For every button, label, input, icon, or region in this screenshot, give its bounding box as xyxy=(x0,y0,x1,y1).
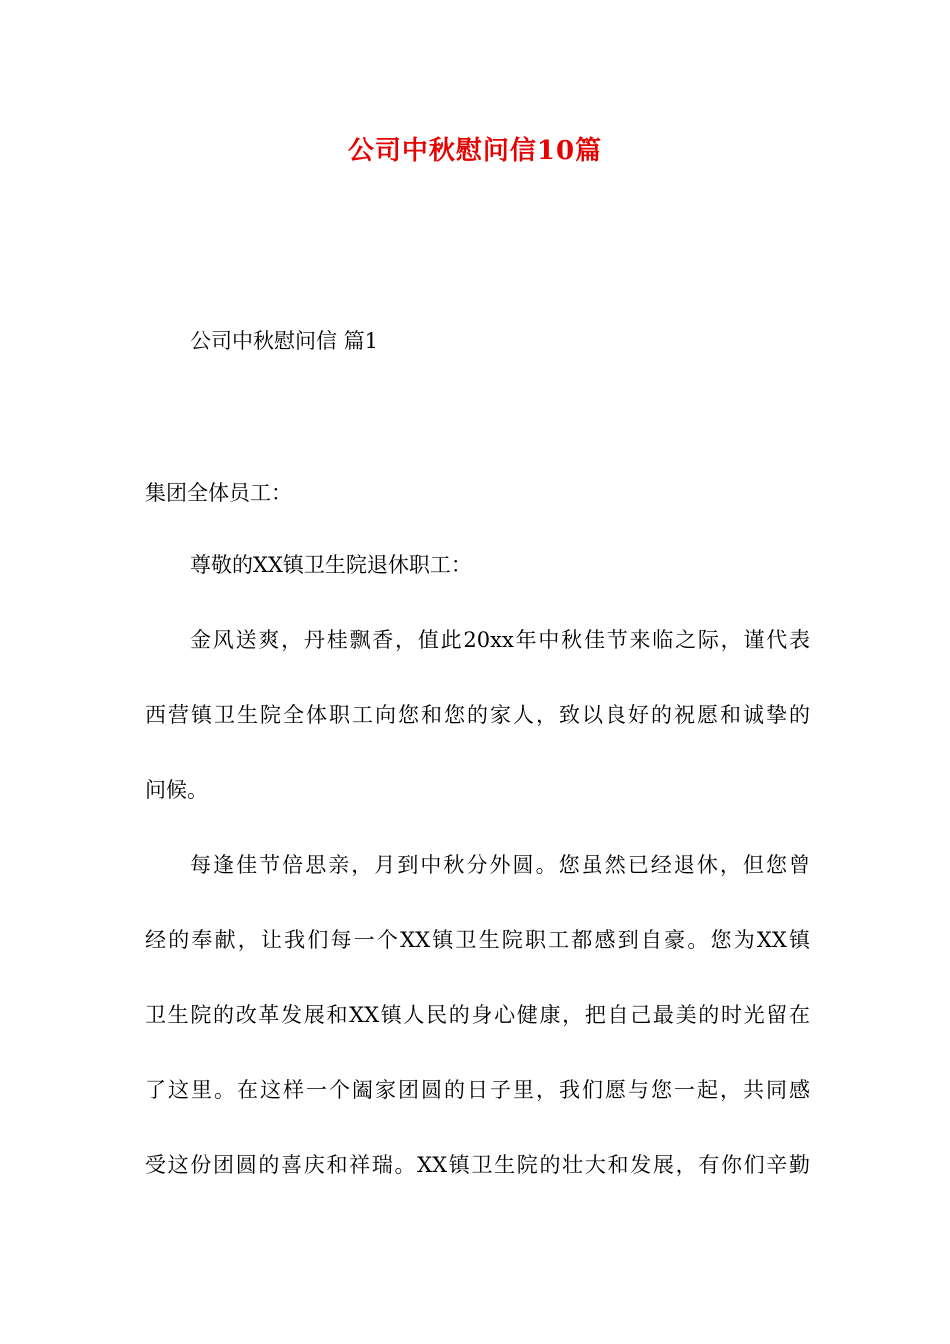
section-heading: 公司中秋慰问信 篇1 xyxy=(190,329,379,353)
paragraph-line: 金风送爽，丹桂飘香，值此20xx年中秋佳节来临之际，谨代表 xyxy=(190,628,810,652)
paragraph-line: 了这里。在这样一个阖家团圆的日子里，我们愿与您一起，共同感 xyxy=(145,1078,810,1102)
paragraph-line: 西营镇卫生院全体职工向您和您的家人，致以良好的祝愿和诚挚的 xyxy=(145,703,810,727)
paragraph-line: 经的奉献，让我们每一个XX镇卫生院职工都感到自豪。您为XX镇 xyxy=(145,928,810,952)
salutation-staff: 集团全体员工： xyxy=(145,481,292,505)
paragraph-line: 每逢佳节倍思亲，月到中秋分外圆。您虽然已经退休，但您曾 xyxy=(190,853,810,877)
paragraph-line: 问候。 xyxy=(145,778,208,802)
salutation-retirees: 尊敬的XX镇卫生院退休职工： xyxy=(190,553,472,577)
paragraph-line: 卫生院的改革发展和XX镇人民的身心健康，把自己最美的时光留在 xyxy=(145,1003,810,1027)
paragraph-line: 受这份团圆的喜庆和祥瑞。XX镇卫生院的壮大和发展，有你们辛勤 xyxy=(145,1153,810,1177)
document-title: 公司中秋慰问信10篇 xyxy=(347,136,603,166)
